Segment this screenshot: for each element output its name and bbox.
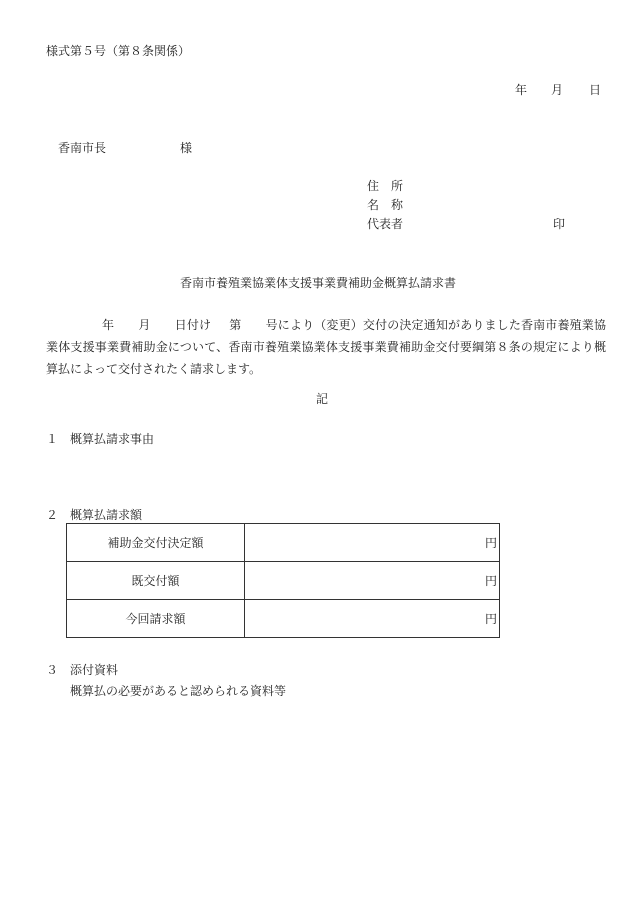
body-no-prefix: 第 <box>229 318 242 332</box>
section-1-label: 概算払請求事由 <box>70 432 155 446</box>
body-dated: 日付け <box>174 318 212 332</box>
yen-unit: 円 <box>484 535 497 550</box>
request-body <box>46 314 606 380</box>
amount-table <box>66 523 500 638</box>
body-text: 号により（変更）交付の決定通知がありました香南市養殖業協業体支援事業費補助金について、香南市養殖業協業体支援事業費補助金交付要綱第８条の規定により概算払によって交付されたく請求します。 <box>46 318 606 376</box>
amount-value-cell[interactable] <box>245 600 500 638</box>
date-day-label: 日 <box>589 83 602 97</box>
document-title: 香南市養殖業協業体支援事業費補助金概算払請求書 <box>180 276 457 290</box>
addressee-honorific: 様 <box>180 141 193 155</box>
ki-heading: 記 <box>316 392 329 406</box>
section-3-detail: 概算払の必要があると認められる資料等 <box>70 684 287 698</box>
addressee-name: 香南市長 <box>58 141 107 155</box>
section-3-number: ３ <box>46 663 59 677</box>
yen-unit: 円 <box>484 573 497 588</box>
yen-unit: 円 <box>484 611 497 626</box>
section-2-number: ２ <box>46 508 59 522</box>
form-number: 様式第５号（第８条関係） <box>46 44 191 58</box>
amount-label: 今回請求額 <box>67 600 245 638</box>
seal-mark: 印 <box>553 217 566 231</box>
body-month: 月 <box>138 318 151 332</box>
representative-label: 代表者 <box>367 217 404 231</box>
date-month-label: 月 <box>551 83 564 97</box>
address-label: 住 所 <box>367 179 404 193</box>
section-1-number: １ <box>46 432 59 446</box>
table-row <box>67 600 500 638</box>
section-2-label: 概算払請求額 <box>70 508 143 522</box>
table-row <box>67 562 500 600</box>
amount-value-cell[interactable] <box>245 524 500 562</box>
name-label: 名 称 <box>367 198 404 212</box>
amount-value-cell[interactable] <box>245 562 500 600</box>
section-3-label: 添付資料 <box>70 663 119 677</box>
amount-label: 補助金交付決定額 <box>67 524 245 562</box>
amount-label: 既交付額 <box>67 562 245 600</box>
date-year-label: 年 <box>515 83 528 97</box>
body-year: 年 <box>102 318 115 332</box>
table-row <box>67 524 500 562</box>
